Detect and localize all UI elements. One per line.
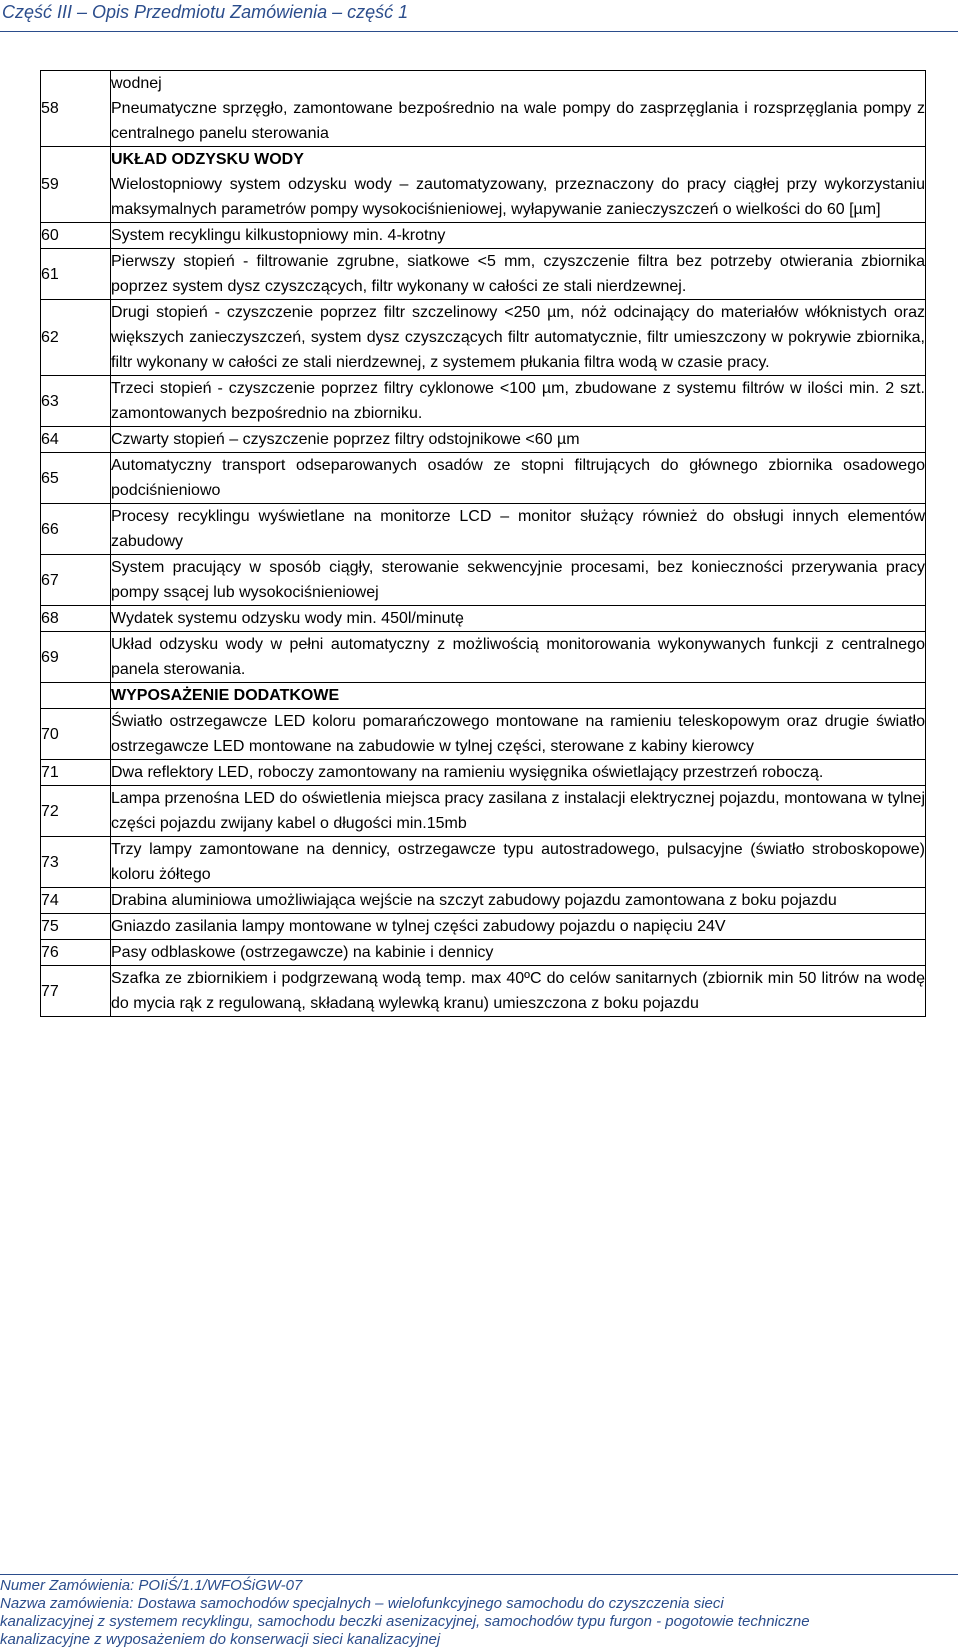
table-row	[41, 223, 926, 249]
table-row	[41, 632, 926, 683]
row-description	[111, 837, 926, 888]
description-text: Szafka ze zbiornikiem i podgrzewaną wodą temp. max 40ºC do celów sanitarnych (zbiornik min 50 litrów na wodę do mycia rąk z regulowaną, składaną wylewką kranu) umieszczona z boku pojazdu	[111, 970, 925, 1012]
row-number: 77	[41, 966, 111, 1017]
specification-table	[40, 70, 926, 1017]
row-number: 69	[41, 632, 111, 683]
row-number: 59	[41, 147, 111, 223]
row-description	[111, 709, 926, 760]
row-description	[111, 888, 926, 914]
row-number: 70	[41, 709, 111, 760]
row-description	[111, 300, 926, 376]
table-row	[41, 147, 926, 223]
row-description	[111, 683, 926, 709]
row-description	[111, 147, 926, 223]
row-description	[111, 966, 926, 1017]
row-number: 65	[41, 453, 111, 504]
row-description	[111, 71, 926, 147]
footer-order-name-1: Dostawa samochodów specjalnych – wielofunkcyjnego samochodu do czyszczenia sieci	[137, 1595, 724, 1612]
row-number: 73	[41, 837, 111, 888]
description-text: Gniazdo zasilania lampy montowane w tylnej części zabudowy pojazdu o napięciu 24V	[111, 918, 726, 935]
table-row	[41, 555, 926, 606]
description-text: Pasy odblaskowe (ostrzegawcze) na kabinie i dennicy	[111, 944, 494, 961]
footer-order-number-label: Numer Zamówienia:	[0, 1577, 135, 1594]
table-row	[41, 940, 926, 966]
footer-order-number-line	[0, 1577, 958, 1595]
row-number: 63	[41, 376, 111, 427]
table-row	[41, 376, 926, 427]
row-number: 64	[41, 427, 111, 453]
description-text: Światło ostrzegawcze LED koloru pomarańczowego montowane na ramieniu teleskopowym oraz drugie światło ostrzegawcze LED montowane na zabudowie w tylnej części, sterowane z kabiny kierowcy	[111, 713, 925, 755]
row-number: 72	[41, 786, 111, 837]
table-row	[41, 683, 926, 709]
footer-order-number: POIiŚ/1.1/WFOŚiGW-07	[138, 1577, 303, 1594]
table-row	[41, 606, 926, 632]
footer-order-name-line	[0, 1595, 958, 1613]
table-row	[41, 966, 926, 1017]
row-number: 76	[41, 940, 111, 966]
document-title: Część III – Opis Przedmiotu Zamówienia – część 1	[2, 2, 409, 22]
header-divider	[0, 31, 958, 32]
description-text: System pracujący w sposób ciągły, sterowanie sekwencyjnie procesami, bez konieczności przerywania pracy pompy ssącej lub wysokociśnieniowej	[111, 559, 925, 601]
row-description	[111, 632, 926, 683]
description-text: Wydatek systemu odzysku wody min. 450l/minutę	[111, 610, 464, 627]
row-number	[41, 683, 111, 709]
table-row	[41, 760, 926, 786]
footer-order-name-line-2: kanalizacyjnej z systemem recyklingu, samochodu beczki asenizacyjnej, samochodów typu furgon - pogotowie techniczne	[0, 1613, 810, 1630]
footer-order-name-line-3: kanalizacyjne z wyposażeniem do konserwacji sieci kanalizacyjnej	[0, 1631, 441, 1648]
table-row	[41, 837, 926, 888]
table-row	[41, 786, 926, 837]
row-description	[111, 223, 926, 249]
table-row	[41, 427, 926, 453]
description-text: Trzy lampy zamontowane na dennicy, ostrzegawcze typu autostradowego, pulsacyjne (światło stroboskopowe) koloru żółtego	[111, 841, 925, 883]
row-description	[111, 427, 926, 453]
row-number: 67	[41, 555, 111, 606]
row-description	[111, 453, 926, 504]
description-text: Trzeci stopień - czyszczenie poprzez filtry cyklonowe <100 µm, zbudowane z systemu filtrów w ilości min. 2 szt. zamontowanych bezpośrednio na zbiorniku.	[111, 380, 925, 422]
description-text: Pneumatyczne sprzęgło, zamontowane bezpośrednio na wale pompy do zasprzęglania i rozsprzęglania pompy z centralnego panelu sterowania	[111, 100, 925, 142]
row-description	[111, 940, 926, 966]
row-description	[111, 504, 926, 555]
table-row	[41, 504, 926, 555]
description-text: Układ odzysku wody w pełni automatyczny z możliwością monitorowania wykonywanych funkcji z centralnego panela sterowania.	[111, 636, 925, 678]
section-heading: UKŁAD ODZYSKU WODY	[111, 151, 304, 168]
description-text: Drabina aluminiowa umożliwiająca wejście na szczyt zabudowy pojazdu zamontowana z boku pojazdu	[111, 892, 837, 909]
page-header	[0, 2, 960, 23]
description-text: Procesy recyklingu wyświetlane na monitorze LCD – monitor służący również do obsługi innych elementów zabudowy	[111, 508, 925, 550]
row-description	[111, 249, 926, 300]
continued-text: wodnej	[111, 75, 162, 92]
table-row	[41, 709, 926, 760]
row-description	[111, 760, 926, 786]
row-number: 71	[41, 760, 111, 786]
row-number: 61	[41, 249, 111, 300]
row-number: 75	[41, 914, 111, 940]
row-description	[111, 786, 926, 837]
table-row	[41, 453, 926, 504]
description-text: Lampa przenośna LED do oświetlenia miejsca pracy zasilana z instalacji elektrycznej pojazdu, montowana w tylnej części pojazdu zwijany kabel o długości min.15mb	[111, 790, 925, 832]
footer-order-name-label: Nazwa zamówienia:	[0, 1595, 134, 1612]
description-text: Drugi stopień - czyszczenie poprzez filtr szczelinowy <250 µm, nóż odcinający do materiałów włóknistych oraz większych zanieczyszczeń, system dysz czyszczących filtr automatycznie, filtr umieszczony w pokrywie zbiornika, filtr wykonany w całości ze stali nierdzewnej, z systemem płukania filtra wodą w czasie pracy.	[111, 304, 925, 371]
table-row	[41, 914, 926, 940]
row-number: 60	[41, 223, 111, 249]
table-row	[41, 71, 926, 147]
description-text: Wielostopniowy system odzysku wody – zautomatyzowany, przeznaczony do pracy ciągłej przy wykorzystaniu maksymalnych parametrów pompy wysokociśnieniowej, wyłapywanie zanieczyszczeń o wielkości do 60 [µm]	[111, 176, 925, 218]
page-footer	[0, 1574, 958, 1649]
row-description	[111, 606, 926, 632]
description-text: Dwa reflektory LED, roboczy zamontowany na ramieniu wysięgnika oświetlający przestrzeń roboczą.	[111, 764, 824, 781]
table-row	[41, 300, 926, 376]
row-description	[111, 555, 926, 606]
description-text: Czwarty stopień – czyszczenie poprzez filtry odstojnikowe <60 µm	[111, 431, 580, 448]
row-number: 74	[41, 888, 111, 914]
row-number: 62	[41, 300, 111, 376]
row-number: 66	[41, 504, 111, 555]
row-number: 68	[41, 606, 111, 632]
section-heading: WYPOSAŻENIE DODATKOWE	[111, 687, 340, 704]
table-row	[41, 888, 926, 914]
row-description	[111, 376, 926, 427]
description-text: Pierwszy stopień - filtrowanie zgrubne, siatkowe <5 mm, czyszczenie filtra bez potrzeby otwierania zbiornika poprzez system dysz czyszczących, filtr wykonany w całości ze stali nierdzewnej.	[111, 253, 925, 295]
table-row	[41, 249, 926, 300]
description-text: Automatyczny transport odseparowanych osadów ze stopni filtrujących do głównego zbiornika osadowego podciśnieniowo	[111, 457, 925, 499]
row-number: 58	[41, 71, 111, 147]
row-description	[111, 914, 926, 940]
description-text: System recyklingu kilkustopniowy min. 4-krotny	[111, 227, 446, 244]
